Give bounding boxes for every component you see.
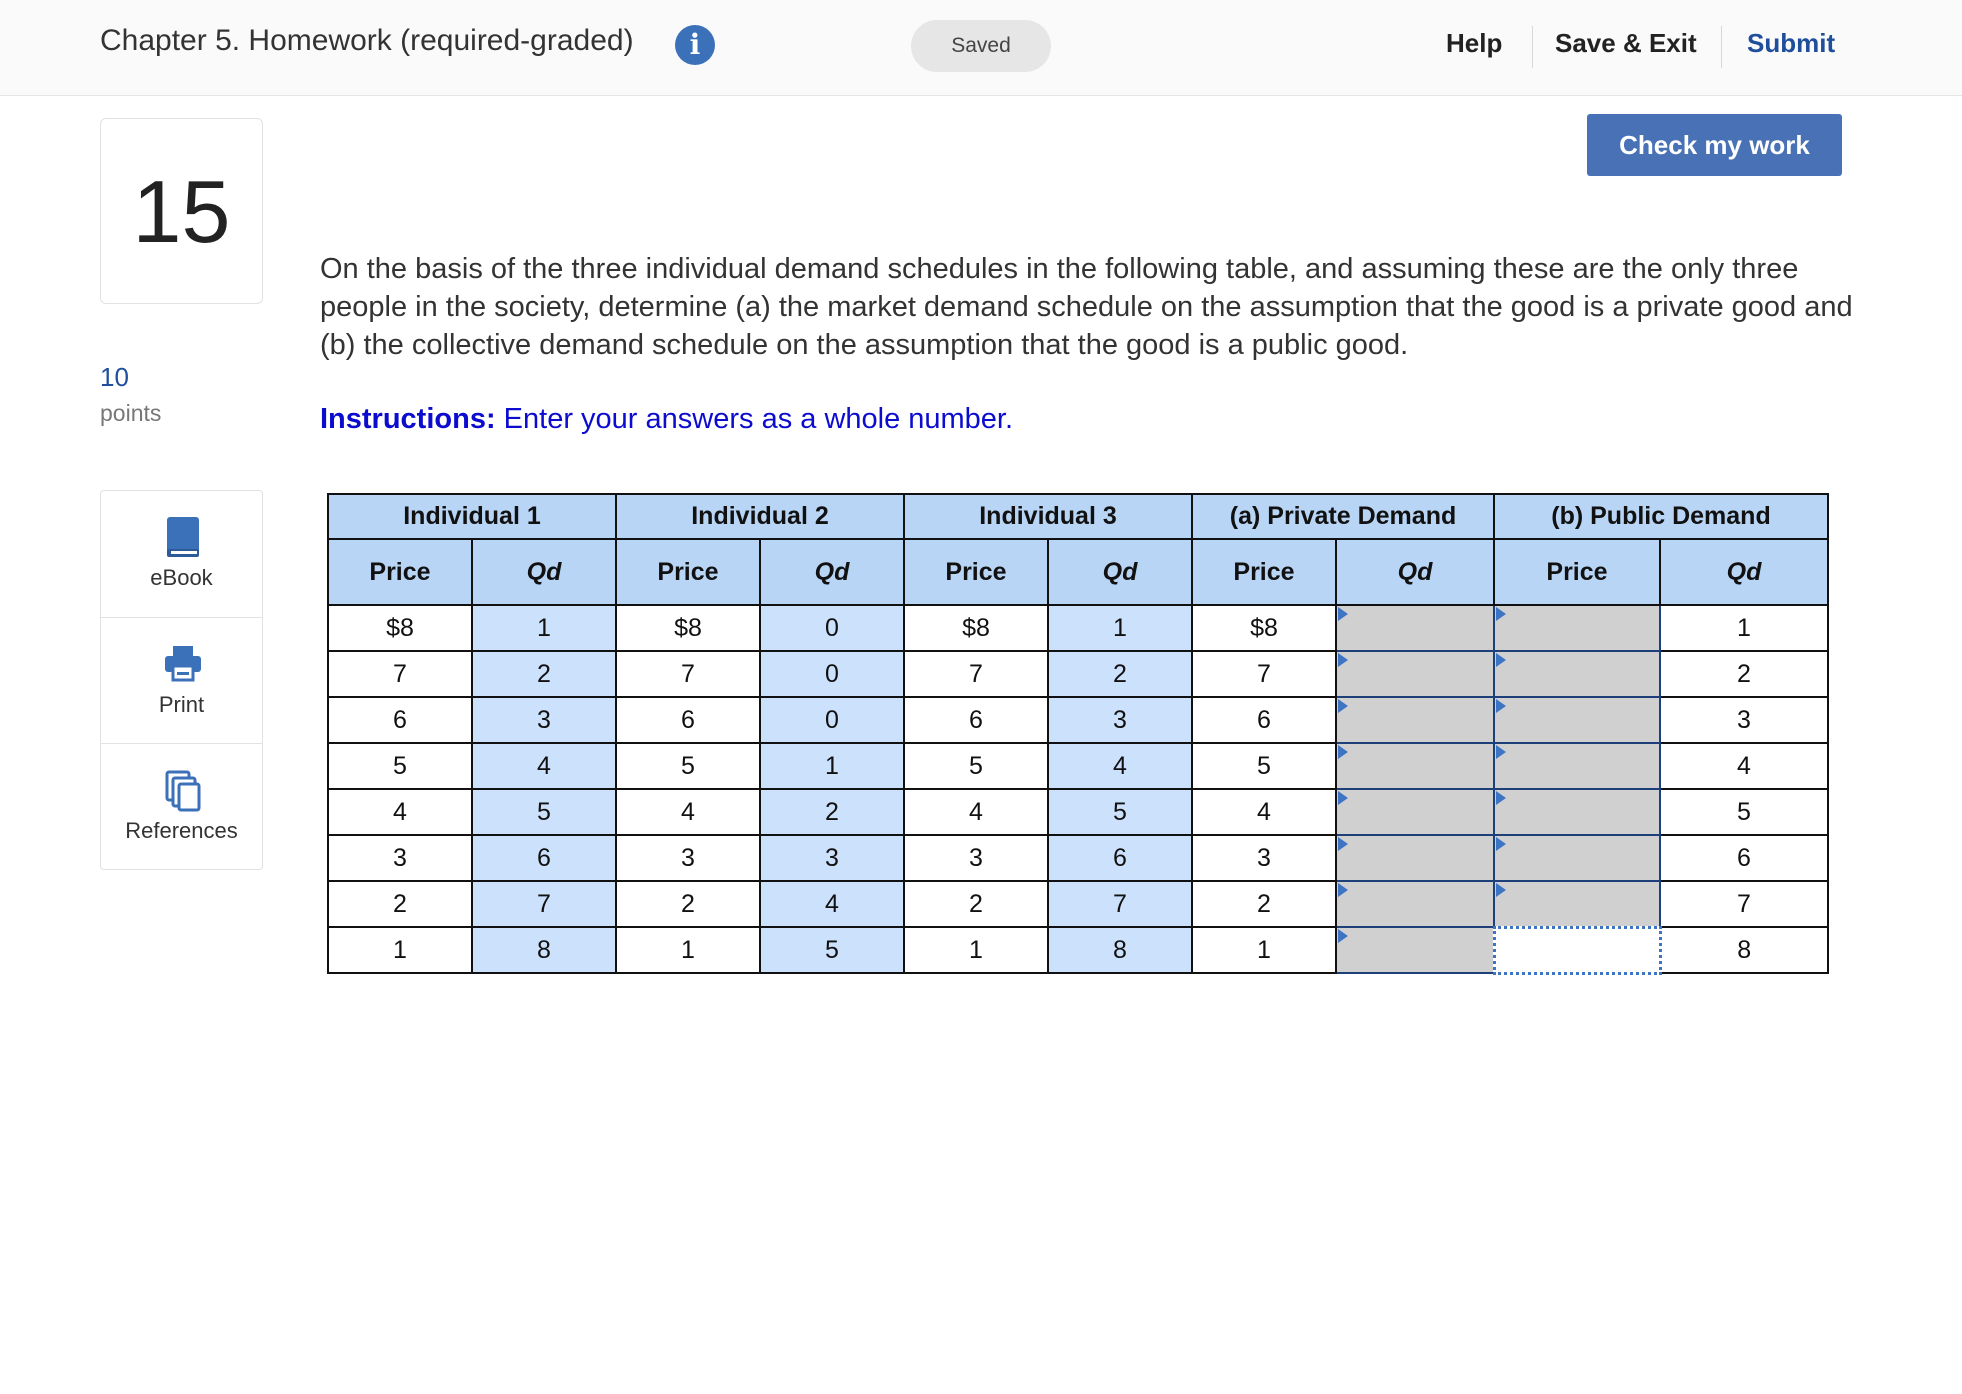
table-row [328, 743, 1828, 789]
ind1-price-cell: 5 [328, 743, 472, 789]
help-link[interactable]: Help [1446, 28, 1503, 58]
ind2-qd-cell: 0 [760, 605, 904, 651]
private-price-cell: 5 [1192, 743, 1336, 789]
col-header-qd: Qd [1336, 539, 1494, 605]
table-row [328, 789, 1828, 835]
col-header-qd: Qd [1660, 539, 1828, 605]
assignment-title: Chapter 5. Homework (required-graded) [100, 24, 634, 57]
public-price-input[interactable] [1494, 743, 1660, 789]
header-divider [1532, 26, 1533, 68]
ind1-qd-cell: 6 [472, 835, 616, 881]
ind1-qd-cell: 4 [472, 743, 616, 789]
question-number: 15 [100, 118, 263, 304]
private-qd-input[interactable] [1336, 927, 1494, 973]
table-row [328, 927, 1828, 973]
col-header-price: Price [328, 539, 472, 605]
group-header-individual-2: Individual 2 [616, 494, 904, 539]
ind3-price-cell: 3 [904, 835, 1048, 881]
printer-icon [163, 642, 203, 686]
instructions-prefix: Instructions: [320, 403, 496, 435]
ind1-price-cell: $8 [328, 605, 472, 651]
instructions-text: Enter your answers as a whole number. [495, 403, 1014, 435]
points-value: 10 [100, 362, 129, 392]
save-exit-link[interactable]: Save & Exit [1555, 28, 1697, 58]
table-row [328, 881, 1828, 927]
private-price-cell: 4 [1192, 789, 1336, 835]
ind3-price-cell: 5 [904, 743, 1048, 789]
ind3-qd-cell: 3 [1048, 697, 1192, 743]
public-qd-cell: 8 [1660, 927, 1828, 973]
saved-status-badge: Saved [911, 20, 1051, 72]
ind3-price-cell: 7 [904, 651, 1048, 697]
col-header-price: Price [616, 539, 760, 605]
ind2-price-cell: $8 [616, 605, 760, 651]
private-qd-input[interactable] [1336, 881, 1494, 927]
copy-icon [163, 768, 203, 812]
ind2-price-cell: 4 [616, 789, 760, 835]
top-bar [0, 0, 1962, 96]
ebook-label: eBook [150, 565, 213, 590]
ebook-button[interactable] [101, 491, 262, 617]
public-qd-cell: 6 [1660, 835, 1828, 881]
references-button[interactable] [101, 743, 262, 870]
ind2-price-cell: 5 [616, 743, 760, 789]
ind2-qd-cell: 0 [760, 697, 904, 743]
ind1-qd-cell: 5 [472, 789, 616, 835]
ind3-qd-cell: 1 [1048, 605, 1192, 651]
col-header-price: Price [1192, 539, 1336, 605]
points-label: points [100, 400, 162, 426]
ind2-price-cell: 2 [616, 881, 760, 927]
group-header-individual-1: Individual 1 [328, 494, 616, 539]
ind1-price-cell: 6 [328, 697, 472, 743]
ind1-price-cell: 3 [328, 835, 472, 881]
table-row [328, 697, 1828, 743]
col-header-qd: Qd [472, 539, 616, 605]
public-price-input[interactable] [1494, 835, 1660, 881]
private-price-cell: $8 [1192, 605, 1336, 651]
ind2-qd-cell: 0 [760, 651, 904, 697]
ind2-price-cell: 3 [616, 835, 760, 881]
ind1-qd-cell: 8 [472, 927, 616, 973]
ind3-qd-cell: 2 [1048, 651, 1192, 697]
public-qd-cell: 5 [1660, 789, 1828, 835]
public-qd-cell: 7 [1660, 881, 1828, 927]
ind3-qd-cell: 6 [1048, 835, 1192, 881]
group-header-private-demand: (a) Private Demand [1192, 494, 1494, 539]
ind1-price-cell: 7 [328, 651, 472, 697]
ind3-qd-cell: 8 [1048, 927, 1192, 973]
instructions [320, 403, 1013, 436]
ind3-price-cell: $8 [904, 605, 1048, 651]
public-price-input[interactable] [1494, 651, 1660, 697]
demand-schedule-table [327, 493, 1829, 975]
ind1-price-cell: 2 [328, 881, 472, 927]
ind2-price-cell: 7 [616, 651, 760, 697]
col-header-price: Price [904, 539, 1048, 605]
ind1-price-cell: 1 [328, 927, 472, 973]
ind1-qd-cell: 1 [472, 605, 616, 651]
col-header-price: Price [1494, 539, 1660, 605]
ind1-qd-cell: 7 [472, 881, 616, 927]
ind3-qd-cell: 5 [1048, 789, 1192, 835]
public-qd-cell: 2 [1660, 651, 1828, 697]
question-tools [100, 490, 263, 870]
ind2-price-cell: 1 [616, 927, 760, 973]
info-icon[interactable]: i [675, 25, 715, 65]
print-button[interactable] [101, 617, 262, 744]
table-row [328, 605, 1828, 651]
book-icon [163, 515, 203, 559]
references-label: References [125, 818, 238, 843]
check-my-work-button[interactable]: Check my work [1587, 114, 1842, 176]
private-qd-input[interactable] [1336, 835, 1494, 881]
ind3-qd-cell: 7 [1048, 881, 1192, 927]
ind3-price-cell: 6 [904, 697, 1048, 743]
header-divider [1721, 26, 1722, 68]
public-price-input[interactable] [1494, 927, 1660, 973]
ind3-price-cell: 2 [904, 881, 1048, 927]
private-qd-input[interactable] [1336, 789, 1494, 835]
private-price-cell: 3 [1192, 835, 1336, 881]
public-qd-cell: 3 [1660, 697, 1828, 743]
private-qd-input[interactable] [1336, 743, 1494, 789]
group-header-individual-3: Individual 3 [904, 494, 1192, 539]
ind2-qd-cell: 1 [760, 743, 904, 789]
table-row [328, 651, 1828, 697]
ind3-price-cell: 1 [904, 927, 1048, 973]
group-header-public-demand: (b) Public Demand [1494, 494, 1828, 539]
public-price-input[interactable] [1494, 881, 1660, 927]
submit-link[interactable]: Submit [1747, 28, 1836, 58]
col-header-qd: Qd [760, 539, 904, 605]
table-row [328, 835, 1828, 881]
private-qd-input[interactable] [1336, 697, 1494, 743]
ind1-price-cell: 4 [328, 789, 472, 835]
print-label: Print [158, 692, 205, 717]
private-price-cell: 2 [1192, 881, 1336, 927]
public-price-input[interactable] [1494, 605, 1660, 651]
ind2-qd-cell: 5 [760, 927, 904, 973]
private-qd-input[interactable] [1336, 651, 1494, 697]
private-price-cell: 7 [1192, 651, 1336, 697]
private-price-cell: 6 [1192, 697, 1336, 743]
public-price-input[interactable] [1494, 789, 1660, 835]
ind2-price-cell: 6 [616, 697, 760, 743]
public-qd-cell: 4 [1660, 743, 1828, 789]
ind3-price-cell: 4 [904, 789, 1048, 835]
ind1-qd-cell: 3 [472, 697, 616, 743]
public-price-input[interactable] [1494, 697, 1660, 743]
ind3-qd-cell: 4 [1048, 743, 1192, 789]
ind2-qd-cell: 3 [760, 835, 904, 881]
ind2-qd-cell: 4 [760, 881, 904, 927]
ind1-qd-cell: 2 [472, 651, 616, 697]
col-header-qd: Qd [1048, 539, 1192, 605]
ind2-qd-cell: 2 [760, 789, 904, 835]
question-text: On the basis of the three individual demand schedules in the following table, and assuming these are the only three people in the society, determine (a) the market demand schedule on the assumption that the good is a private good and (b) the collective demand schedule on the assumption that the good is a public good. [320, 253, 1853, 361]
public-qd-cell: 1 [1660, 605, 1828, 651]
private-qd-input[interactable] [1336, 605, 1494, 651]
private-price-cell: 1 [1192, 927, 1336, 973]
